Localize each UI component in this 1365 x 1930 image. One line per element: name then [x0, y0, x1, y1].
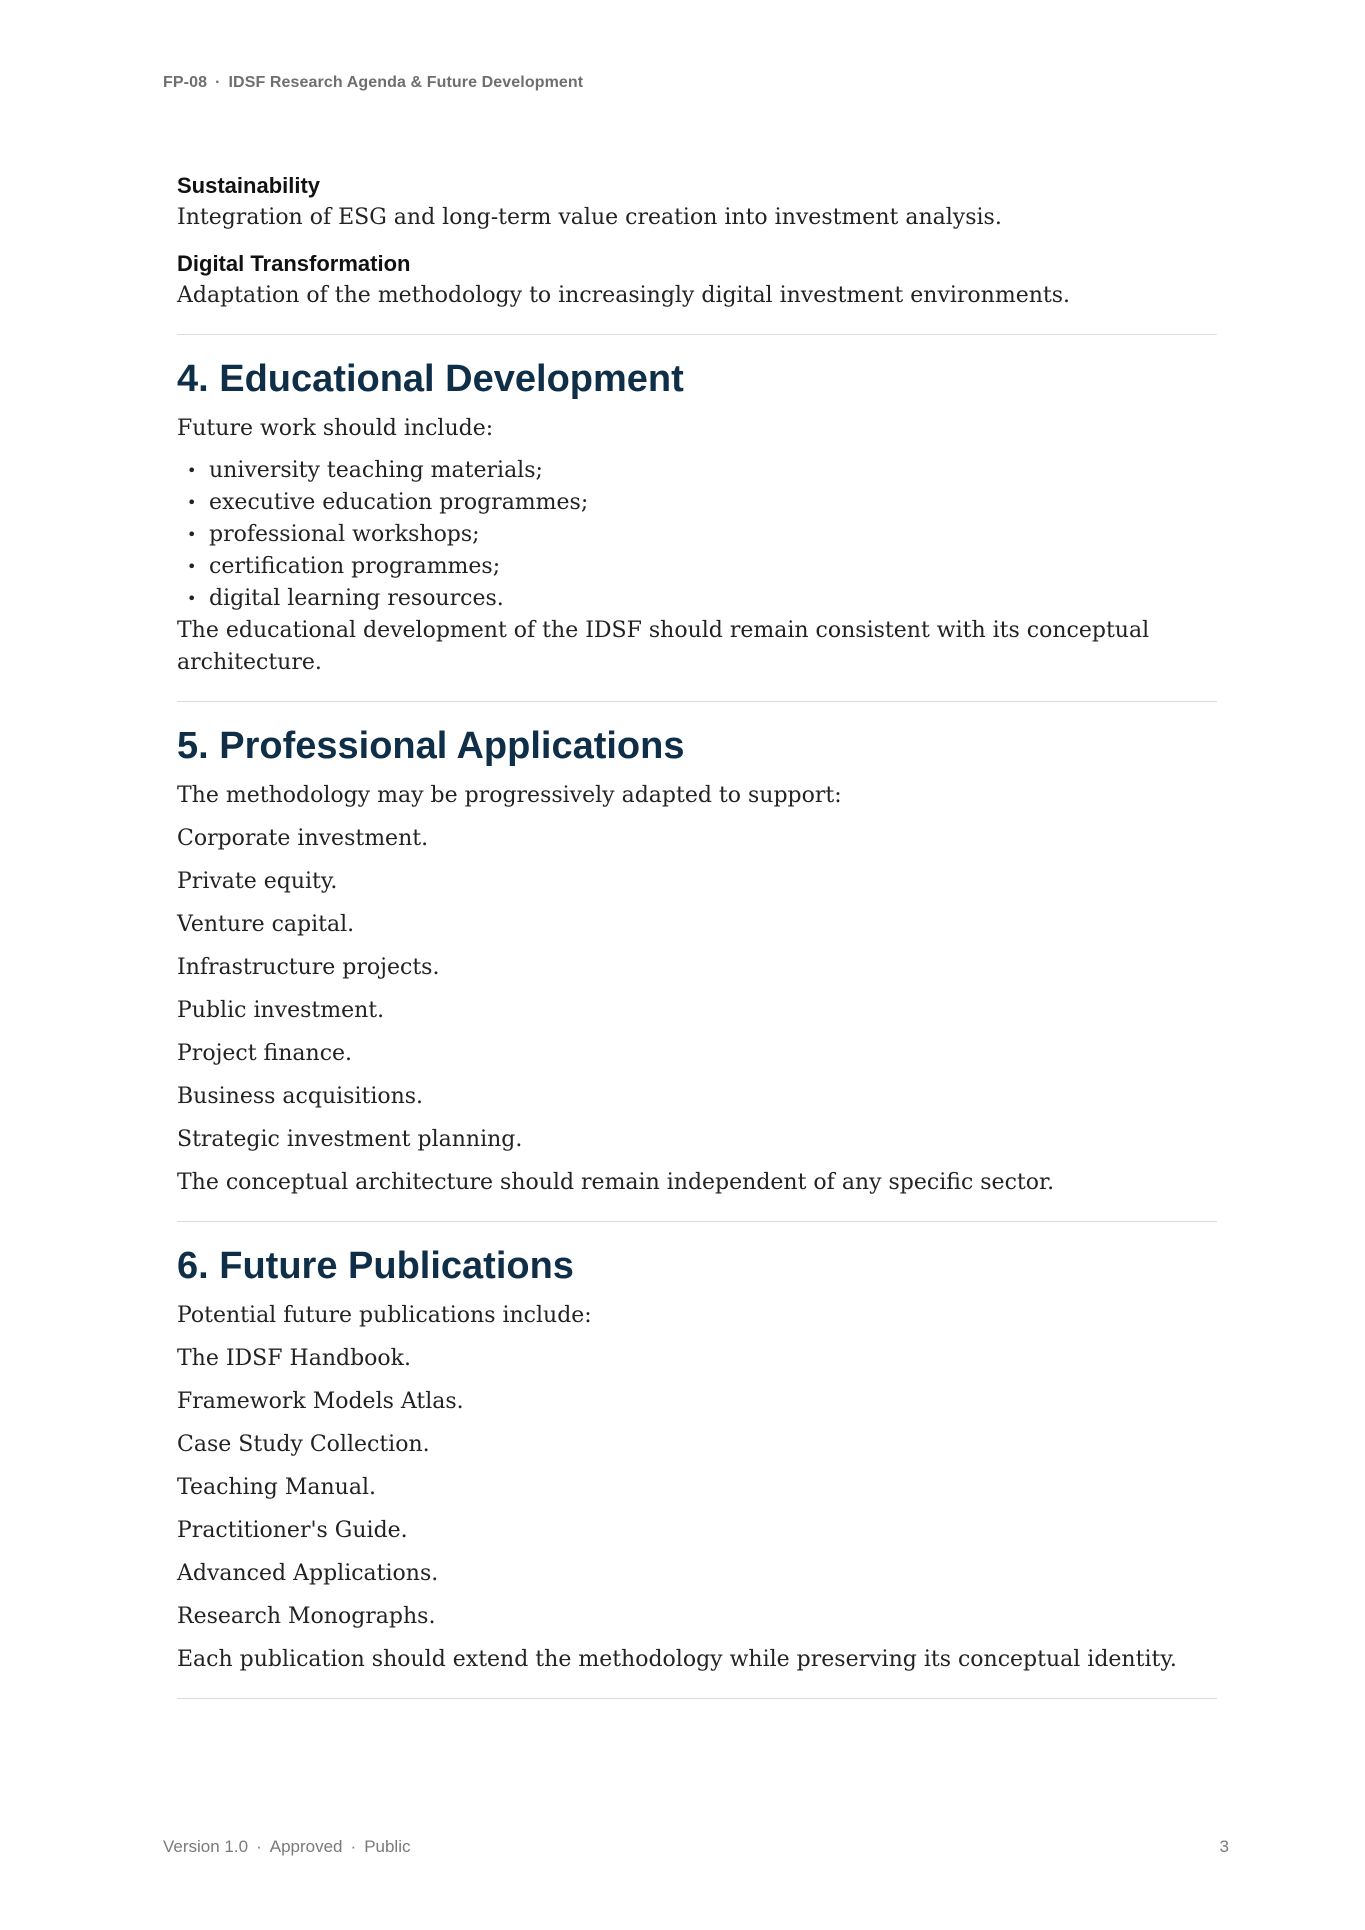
section-closing: The conceptual architecture should remain independent of any specific sector.: [177, 1170, 1055, 1195]
list-item: • digital learning resources.: [177, 583, 1217, 615]
document-code: FP-08: [163, 74, 208, 91]
list-item: Practitioner's Guide.: [177, 1518, 408, 1543]
section-heading: 4. Educational Development: [177, 358, 684, 400]
list-item: Private equity.: [177, 869, 338, 894]
term-description: Adaptation of the methodology to increasingly digital investment environments.: [177, 283, 1071, 308]
list-item: The IDSF Handbook.: [177, 1346, 411, 1371]
list-item: Business acquisitions.: [177, 1084, 424, 1109]
application-list: [177, 823, 1217, 1156]
list-item: Framework Models Atlas.: [177, 1389, 464, 1414]
footer-visibility: Public: [364, 1837, 411, 1856]
running-header: [163, 74, 583, 92]
footer-separator: ·: [256, 1837, 262, 1856]
page-number: 3: [1219, 1837, 1229, 1856]
section-closing: The educational development of the IDSF should remain consistent with its conceptual architecture.: [177, 618, 1150, 675]
page-footer: [163, 1837, 1229, 1857]
section-future-publications: [177, 1242, 1217, 1676]
term-label: Sustainability: [177, 173, 321, 198]
section-heading: 6. Future Publications: [177, 1245, 574, 1287]
section-intro: Future work should include:: [177, 416, 494, 441]
document-title: IDSF Research Agenda & Future Development: [228, 74, 584, 91]
section-intro: The methodology may be progressively adapted to support:: [177, 783, 842, 808]
section-closing: Each publication should extend the methodology while preserving its conceptual identity.: [177, 1647, 1177, 1672]
term-sustainability: [177, 170, 1217, 234]
list-item: Research Monographs.: [177, 1604, 436, 1629]
footer-version: Version 1.0: [163, 1837, 249, 1856]
section-divider: [177, 1221, 1217, 1222]
list-item: Public investment.: [177, 998, 385, 1023]
section-divider: [177, 334, 1217, 335]
section-intro: Potential future publications include:: [177, 1303, 592, 1328]
section-professional-applications: [177, 722, 1217, 1199]
list-item: Advanced Applications.: [177, 1561, 439, 1586]
section-divider: [177, 1698, 1217, 1699]
term-digital-transformation: [177, 248, 1217, 312]
list-item: Strategic investment planning.: [177, 1127, 523, 1152]
page-content: [177, 170, 1217, 1719]
publication-list: [177, 1343, 1217, 1633]
list-item: Teaching Manual.: [177, 1475, 376, 1500]
list-item: Venture capital.: [177, 912, 355, 937]
section-heading: 5. Professional Applications: [177, 725, 685, 767]
list-item: Infrastructure projects.: [177, 955, 440, 980]
list-item: • certification programmes;: [177, 551, 1217, 583]
list-item: • university teaching materials;: [177, 455, 1217, 487]
list-item: Corporate investment.: [177, 826, 429, 851]
list-item: Project finance.: [177, 1041, 353, 1066]
section-divider: [177, 701, 1217, 702]
term-label: Digital Transformation: [177, 251, 411, 276]
list-item: • executive education programmes;: [177, 487, 1217, 519]
header-separator: ·: [215, 74, 221, 91]
footer-status: Approved: [269, 1837, 343, 1856]
section-educational-development: [177, 355, 1217, 679]
bullet-list: [177, 455, 1217, 615]
list-item: • professional workshops;: [177, 519, 1217, 551]
list-item: Case Study Collection.: [177, 1432, 430, 1457]
term-description: Integration of ESG and long-term value creation into investment analysis.: [177, 205, 1002, 230]
footer-meta: [163, 1837, 411, 1856]
footer-separator: ·: [350, 1837, 357, 1856]
